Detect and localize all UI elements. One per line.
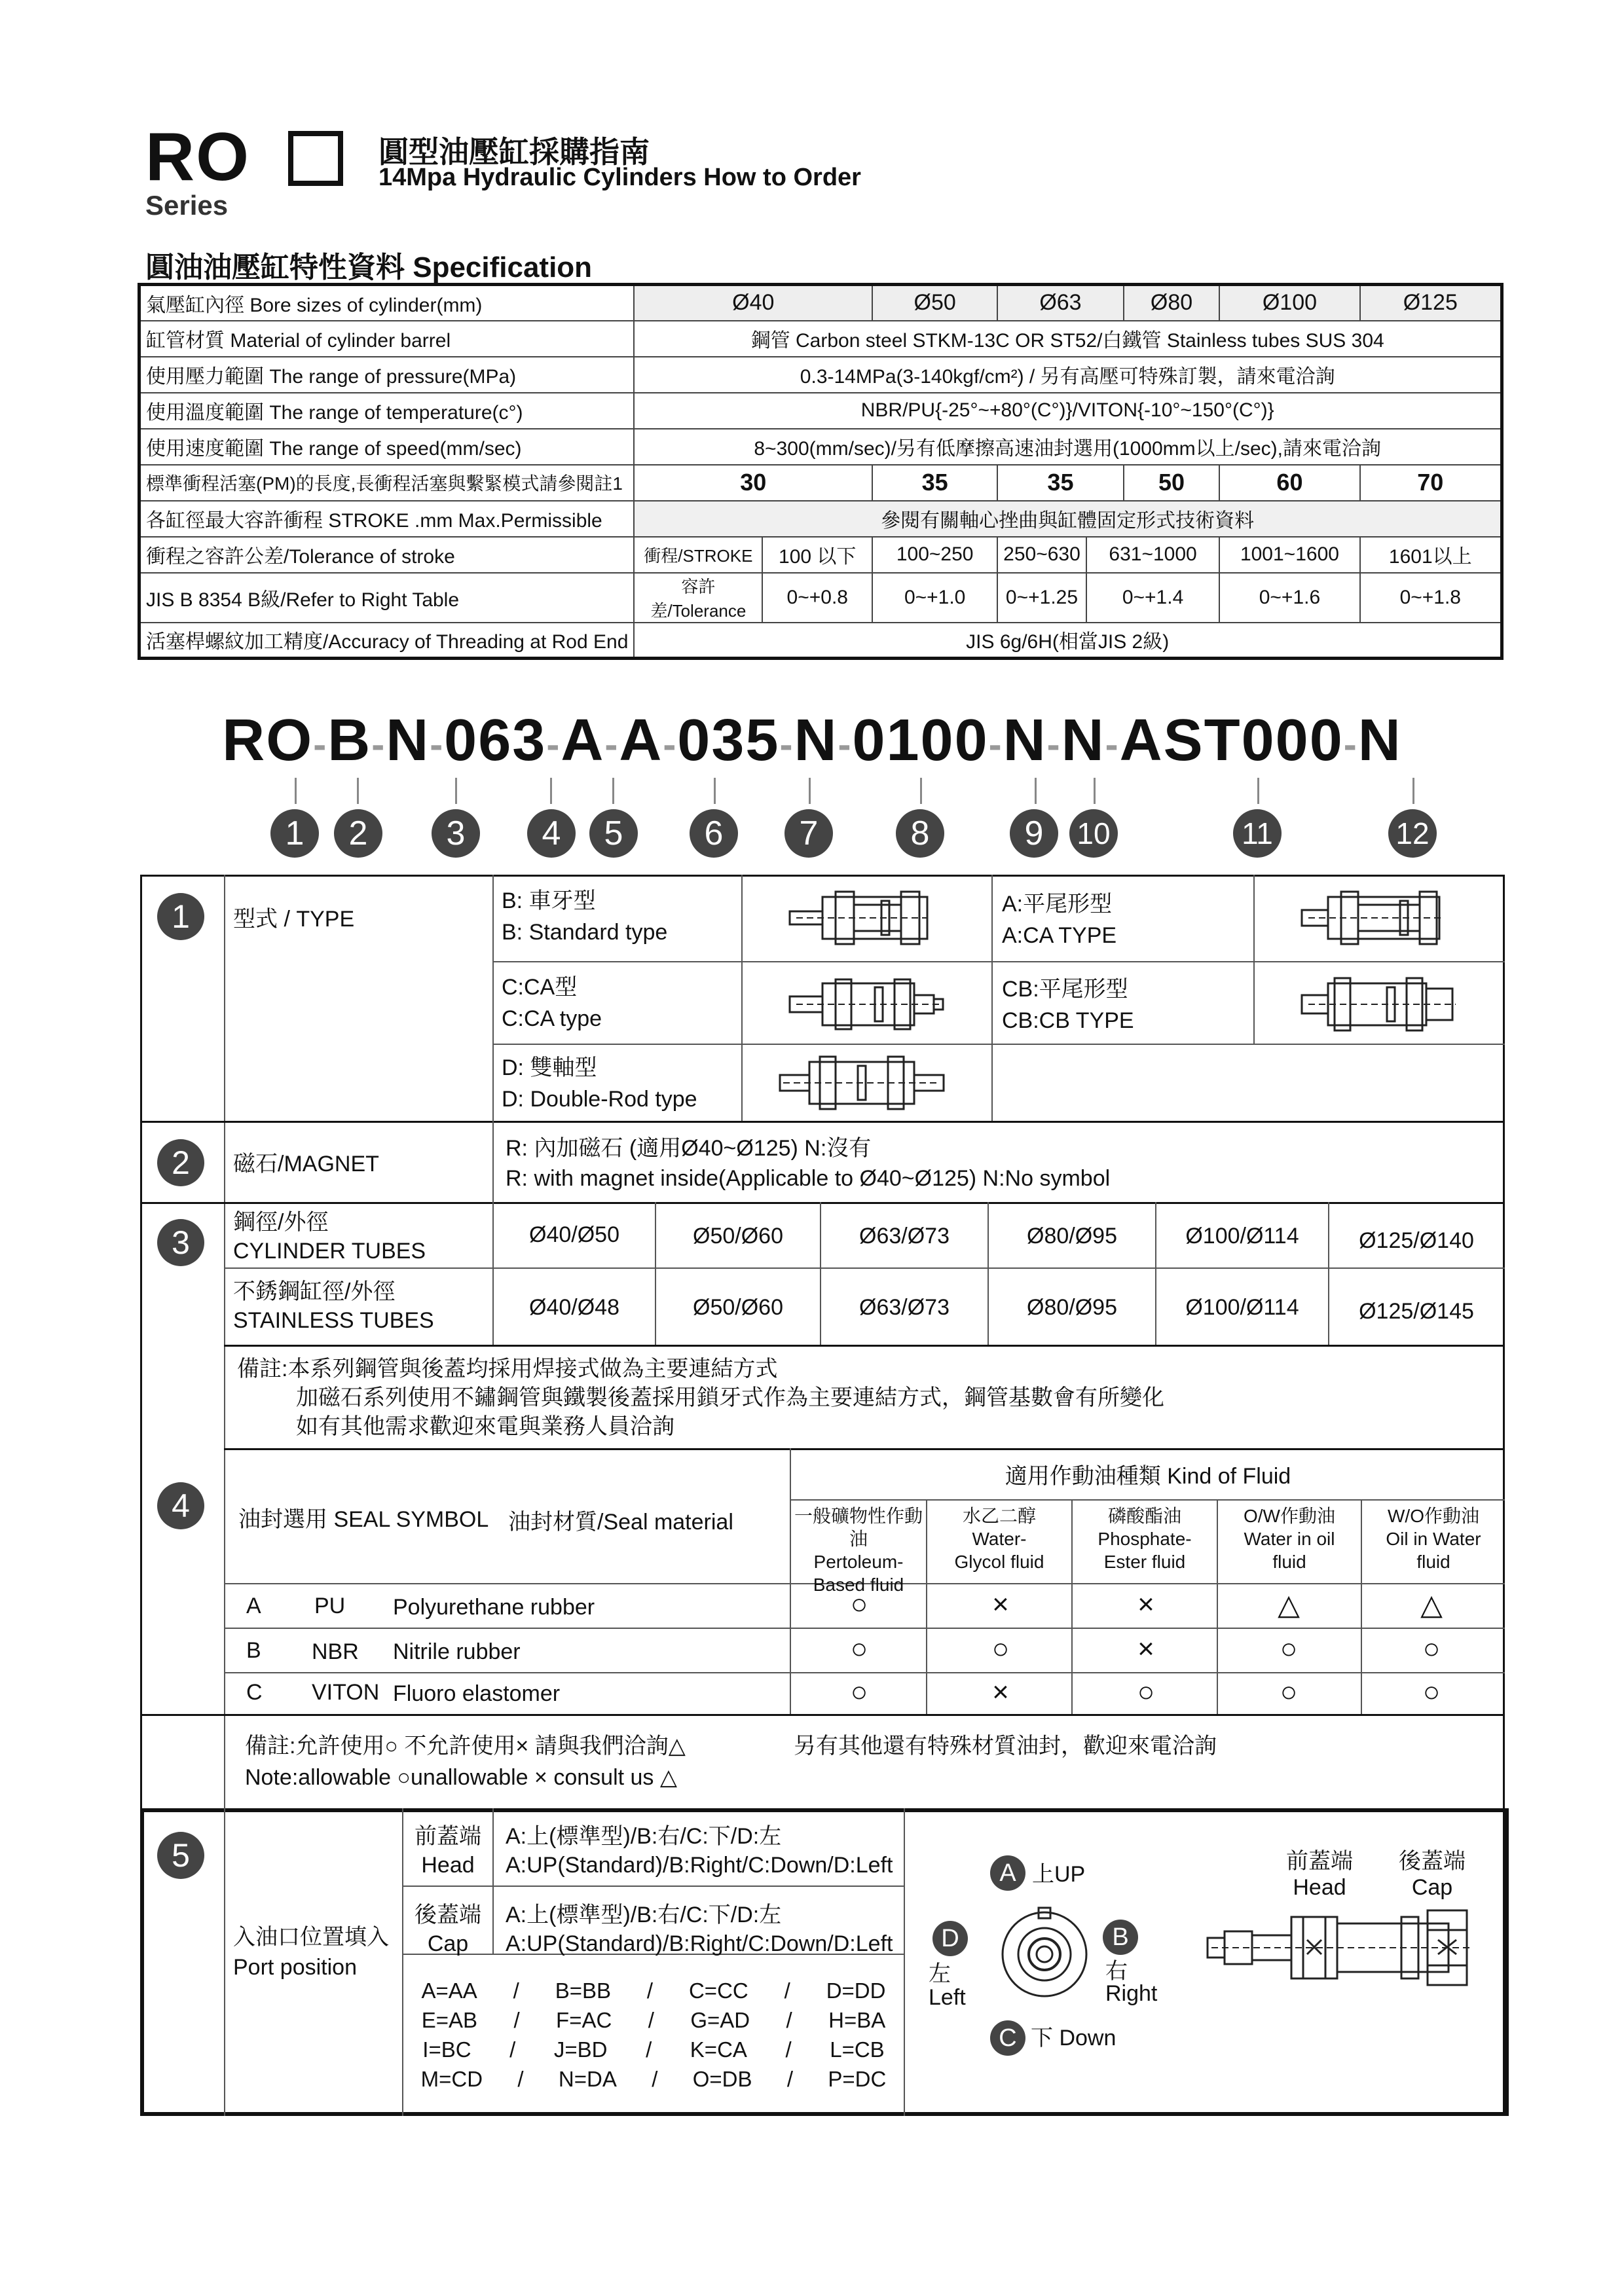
port-d-en: Left [929,1985,966,2010]
code-number-11: 11 [1233,809,1282,858]
seal-c-mark-5: ○ [1422,1676,1441,1708]
combo-row: A=AA / B=BB / C=CC / D=DD [421,1978,886,2003]
seal-c-mark-4: ○ [1280,1676,1298,1708]
type-d-en: D: Double-Rod type [502,1087,697,1112]
tick [455,778,457,804]
seal-a-mark-1: ○ [850,1588,868,1620]
ss-val-40: Ø40/Ø48 [529,1295,619,1320]
port-d-badge: D [932,1921,968,1956]
port-label-cn: 入油口位置填入 [233,1925,389,1950]
ss-val-80: Ø80/Ø95 [1027,1295,1117,1320]
steel-tube-cn: 鋼徑/外徑 [233,1210,329,1235]
fluid-water-in-oil: O/W作動油 Water in oil fluid [1244,1506,1335,1572]
tick [1094,778,1096,804]
piston-125: 70 [1360,465,1502,501]
type-cb-en: CB:CB TYPE [1002,1008,1134,1033]
code-part: N [1061,708,1105,773]
steel-val-63: Ø63/Ø73 [859,1224,950,1248]
bore-125: Ø125 [1360,285,1502,321]
type-b-cn: B: 車牙型 [502,888,596,913]
port-label-en: Port position [233,1955,357,1980]
piston-50: 35 [872,465,997,501]
steel-val-125: Ø125/Ø140 [1359,1228,1474,1253]
tick [550,778,552,804]
type-cb-drawing [1295,972,1466,1037]
type-a-en: A:CA TYPE [1002,923,1117,948]
port-c-badge: C [990,2020,1025,2056]
title-en: 14Mpa Hydraulic Cylinders How to Order [378,164,861,191]
port-c-text: 下 Down [1031,2026,1116,2050]
piston-63: 35 [997,465,1124,501]
seal-c-mark-3: ○ [1137,1676,1155,1708]
port-end-view-drawing [995,1905,1094,2003]
seal-row-a-code: A [246,1594,261,1618]
piston-40: 30 [634,465,872,501]
tol-value-1: 0~+0.8 [762,573,872,623]
stainless-tube-en: STAINLESS TUBES [233,1308,434,1333]
combo-row: E=AB / F=AC / G=AD / H=BA [421,2008,886,2032]
port-a-text: 上UP [1032,1862,1086,1887]
seal-b-mark-3: × [1137,1633,1154,1665]
section-number-3: 3 [157,1219,204,1266]
ss-val-125: Ø125/Ø145 [1359,1299,1474,1324]
spec-table [138,283,1504,660]
tube-note-1: 備註:本系列鋼管與後蓋均採用焊接式做為主要連結方式 [237,1357,778,1381]
cap-cn: 後蓋端 [415,1903,481,1927]
seal-row-a-abbr: PU [314,1594,346,1618]
diagram-head-cn: 前蓋端 [1286,1849,1353,1874]
ss-val-100: Ø100/Ø114 [1185,1295,1299,1320]
bore-50: Ø50 [872,285,997,321]
type-a-drawing [1295,885,1452,951]
type-a-cn: A:平尾形型 [1002,892,1113,917]
seal-row-b-name: Nitrile rubber [393,1639,521,1664]
seal-a-mark-5: △ [1420,1589,1443,1621]
fluid-phosphate: 磷酸酯油 Phosphate- Ester fluid [1098,1506,1192,1572]
tick [1412,778,1414,804]
section-number-4: 4 [157,1482,204,1529]
order-code: RO-B-N-063-A-A-035-N-0100-N-N-AST000-N [222,708,1402,773]
magnet-line-2: R: with magnet inside(Applicable to Ø40~Ø125) N:No symbol [506,1166,1111,1191]
code-part: AST000 [1119,708,1344,773]
code-part: A [619,708,663,773]
head-cn: 前蓋端 [415,1824,481,1849]
tol-value-2: 0~+1.0 [872,573,997,623]
code-part: N [1357,708,1402,773]
code-number-3: 3 [432,809,480,858]
code-number-5: 5 [589,809,638,858]
cap-en: Cap [427,1931,469,1956]
tube-note-2: 加磁石系列使用不鏽鋼管與鐵製後蓋採用鎖牙式作為主要連結方式，鋼管基數會有所變化 [296,1385,1164,1410]
ss-val-63: Ø63/Ø73 [859,1295,950,1320]
speed-value: 8~300(mm/sec)/另有低摩擦高速油封選用(1000mm以上/sec),請來電洽詢 [634,429,1502,465]
tick [1257,778,1259,804]
port-a-badge: A [990,1855,1025,1891]
head-en: Head [421,1853,475,1878]
tol-value-6: 0~+1.8 [1360,573,1502,623]
tol-range-5: 1001~1600 [1219,537,1359,573]
port-b-badge: B [1103,1920,1138,1955]
section-number-5: 5 [157,1832,204,1879]
tol-range-3: 250~630 [997,537,1086,573]
steel-val-40: Ø40/Ø50 [529,1222,619,1247]
code-number-12: 12 [1388,809,1437,858]
head-port-cn: A:上(標準型)/B:右/C:下/D:左 [506,1824,782,1849]
tick [714,778,716,804]
type-label: 型式 / TYPE [233,907,355,932]
code-part: 0100 [852,708,989,773]
temp-label: 使用溫度範圍 The range of temperature(c°) [139,393,635,429]
pressure-value: 0.3-14MPa(3-140kgf/cm²) / 另有高壓可特殊訂製，請來電洽詢 [634,357,1502,393]
code-part: RO [222,708,314,773]
fluid-water-glycol: 水乙二醇 Water- Glycol fluid [954,1506,1044,1572]
tol-range-1: 100 以下 [762,537,872,573]
seal-row-a-name: Polyurethane rubber [393,1595,595,1620]
fluid-heading: 適用作動油種類 Kind of Fluid [1005,1464,1291,1489]
seal-c-mark-1: ○ [850,1676,868,1708]
seal-material-label: 油封材質/Seal material [508,1510,733,1535]
seal-row-b-abbr: NBR [312,1639,359,1664]
diagram-head-en: Head [1293,1875,1346,1900]
type-d-drawing [777,1051,947,1114]
thread-label: 活塞桿螺紋加工精度/Accuracy of Threading at Rod End [139,623,635,659]
section-number-2: 2 [157,1139,204,1186]
code-part: A [561,708,605,773]
type-c-cn: C:CA型 [502,975,578,1000]
steel-tube-en: CYLINDER TUBES [233,1239,426,1264]
material-value: 鋼管 Carbon steel STKM-13C OR ST52/白鐵管 Stainless tubes SUS 304 [634,321,1502,357]
port-combinations [403,1976,904,2094]
seal-c-mark-2: × [992,1676,1009,1708]
section-number-1: 1 [157,893,204,940]
bore-label: 氣壓缸內徑 Bore sizes of cylinder(mm) [139,285,635,321]
steel-val-80: Ø80/Ø95 [1027,1224,1117,1248]
cylinder-side-drawing [1205,1904,1493,1989]
tol-value-4: 0~+1.4 [1086,573,1220,623]
order-checkbox [288,131,343,186]
diagram-cap-cn: 後蓋端 [1399,1849,1466,1874]
code-part: 063 [444,708,547,773]
code-number-2: 2 [334,809,382,858]
tol-stroke-sub: 衝程/STROKE [634,537,762,573]
stainless-tube-cn: 不銹鋼缸徑/外徑 [233,1279,396,1304]
speed-label: 使用速度範圍 The range of speed(mm/sec) [139,429,635,465]
bore-40: Ø40 [634,285,872,321]
piston-80: 50 [1124,465,1220,501]
seal-note-en: Note:allowable ○unallowable × consult us △ [245,1765,678,1790]
piston-100: 60 [1219,465,1359,501]
code-number-6: 6 [690,809,738,858]
seal-b-mark-1: ○ [850,1633,868,1665]
tick [809,778,811,804]
seal-symbol-label: 油封選用 SEAL SYMBOL [238,1507,489,1532]
pressure-label: 使用壓力範圍 The range of pressure(MPa) [139,357,635,393]
seal-b-mark-5: ○ [1422,1633,1441,1665]
series-word: Series [145,190,229,221]
type-b-en: B: Standard type [502,920,668,945]
tick [357,778,359,804]
head-port-en: A:UP(Standard)/B:Right/C:Down/D:Left [506,1853,893,1878]
code-number-7: 7 [784,809,833,858]
bore-80: Ø80 [1124,285,1220,321]
tick [612,778,614,804]
seal-note-cn: 備註:允許使用○ 不允許使用× 請與我們洽詢△ [245,1734,686,1758]
type-c-en: C:CA type [502,1006,602,1031]
type-cb-cn: CB:平尾形型 [1002,977,1128,1002]
seal-b-mark-4: ○ [1280,1633,1298,1665]
combo-row: M=CD / N=DA / O=DB / P=DC [420,2067,887,2091]
ss-val-50: Ø50/Ø60 [693,1295,783,1320]
tol-range-4: 631~1000 [1086,537,1220,573]
port-d-cn: 左 [929,1961,951,1986]
diagram-cap-en: Cap [1411,1875,1453,1900]
seal-a-mark-3: × [1137,1588,1154,1620]
tol-tolerance-sub: 容許差/Tolerance [634,573,762,623]
seal-row-c-abbr: VITON [312,1680,380,1705]
tick [1035,778,1037,804]
seal-a-mark-4: △ [1278,1589,1300,1621]
seal-note-cn-2: 另有其他還有特殊材質油封，歡迎來電洽詢 [794,1734,1217,1758]
bore-63: Ø63 [997,285,1124,321]
seal-row-c-name: Fluoro elastomer [393,1681,561,1706]
title-cn: 圓型油壓缸採購指南 [378,135,650,169]
seal-row-c-code: C [246,1680,263,1705]
type-c-drawing [783,972,947,1037]
code-number-1: 1 [270,809,319,858]
code-number-10: 10 [1069,809,1118,858]
spec-heading: 圓油油壓缸特性資料 Specification [145,251,593,283]
cap-port-cn: A:上(標準型)/B:右/C:下/D:左 [506,1903,782,1927]
code-number-8: 8 [896,809,944,858]
series-code: RO [145,119,250,195]
code-number-9: 9 [1010,809,1058,858]
magnet-line-1: R: 內加磁石 (適用Ø40~Ø125) N:沒有 [506,1136,872,1161]
thread-value: JIS 6g/6H(相當JIS 2級) [634,623,1502,659]
bore-100: Ø100 [1219,285,1359,321]
stroke-label: 各缸徑最大容許衝程 STROKE .mm Max.Permissible [139,501,635,537]
seal-row-b-code: B [246,1638,261,1663]
code-part: 035 [677,708,780,773]
port-b-en: Right [1105,1981,1158,2006]
tol-label: 衝程之容許公差/Tolerance of stroke [139,537,635,573]
stroke-value: 參閱有關軸心挫曲與缸體固定形式技術資料 [634,501,1502,537]
tol-value-5: 0~+1.6 [1219,573,1359,623]
combo-row: I=BC / J=BD / K=CA / L=CB [422,2037,885,2062]
seal-a-mark-2: × [992,1588,1009,1620]
code-part: N [386,708,430,773]
steel-val-50: Ø50/Ø60 [693,1224,783,1248]
jis-label: JIS B 8354 B級/Refer to Right Table [139,573,635,623]
code-part: B [327,708,372,773]
tol-value-3: 0~+1.25 [997,573,1086,623]
tol-range-2: 100~250 [872,537,997,573]
temp-value: NBR/PU{-25°~+80°(C°)}/VITON{-10°~150°(C°)} [634,393,1502,429]
code-part: N [1003,708,1047,773]
cap-port-en: A:UP(Standard)/B:Right/C:Down/D:Left [506,1931,893,1956]
material-label: 缸管材質 Material of cylinder barrel [139,321,635,357]
type-b-drawing [783,885,940,951]
fluid-oil-in-water: W/O作動油 Oil in Water fluid [1386,1506,1481,1572]
tube-note-3: 如有其他需求歡迎來電與業務人員洽詢 [296,1414,674,1439]
tick [295,778,297,804]
piston-label: 標準衝程活塞(PM)的長度,長衝程活塞與繫緊模式請參閱註1 [139,465,635,501]
fluid-petroleum: 一般礦物性作動油 Pertoleum- Based fluid [794,1506,923,1595]
tol-range-6: 1601以上 [1360,537,1502,573]
code-number-4: 4 [527,809,576,858]
tick [920,778,922,804]
seal-b-mark-2: ○ [991,1633,1010,1665]
code-part: N [794,708,838,773]
port-b-cn: 右 [1105,1959,1128,1984]
magnet-label: 磁石/MAGNET [233,1152,379,1176]
steel-val-100: Ø100/Ø114 [1185,1224,1299,1248]
type-d-cn: D: 雙軸型 [502,1055,597,1080]
